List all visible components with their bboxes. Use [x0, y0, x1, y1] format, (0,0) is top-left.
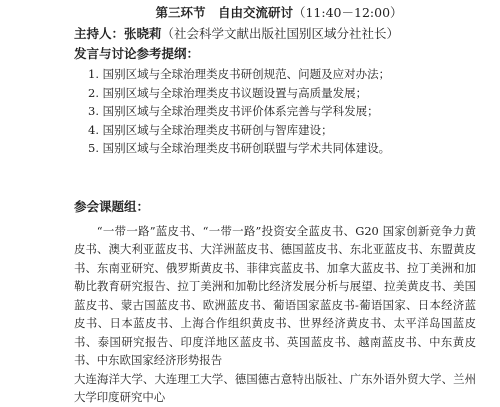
topic-item-2: 2. 国别区域与全球治理类皮书议题设置与高质量发展；	[88, 85, 368, 100]
topic-item-4: 4. 国别区域与全球治理类皮书研创与智库建设；	[88, 122, 333, 137]
section-spacer	[74, 158, 480, 198]
discussion-heading: 发言与讨论参考提纲：	[74, 46, 200, 61]
host-affiliation: （社会科学文献出版社国别区域分社社长）	[161, 26, 400, 41]
topic-item-3: 3. 国别区域与全球治理类皮书评价体系完善与学科发展；	[88, 104, 379, 118]
topic-item-1: 1. 国别区域与全球治理类皮书研创规范、问题及应对办法；	[88, 67, 391, 81]
discussion-topic-list	[74, 65, 480, 158]
host-label: 主持人：	[74, 26, 125, 41]
host-line	[74, 25, 480, 43]
participants-heading: 参会课题组：	[74, 198, 150, 214]
session-title	[74, 4, 480, 21]
participants-reports-paragraph: “一带一路”蓝皮书、“一带一路”投资安全蓝皮书、G20 国家创新竞争力黄皮书、澳大利亚蓝皮书、大洋洲蓝皮书、德国蓝皮书、东北亚蓝皮书、东盟黄皮书、东南亚研究、俄罗斯黄皮书、菲律宾蓝皮书、加拿大蓝皮书、拉丁美洲和加勒比教育研究报告、拉丁美洲和加勒比经济发展分析与展望、拉美黄皮书、美国蓝皮书、蒙古国蓝皮书、欧洲蓝皮书、葡语国家蓝皮书-葡语国家、日本经济蓝皮书、日本蓝皮书、上海合作组织黄皮书、世界经济黄皮书、太平洋岛国蓝皮书、泰国研究报告、印度洋地区蓝皮书、英国蓝皮书、越南蓝皮书、中东黄皮书、中东欧国家经济形势报告	[74, 223, 476, 367]
host-name: 张晓莉	[124, 26, 162, 41]
topic-item-5: 5. 国别区域与全球治理类皮书研创联盟与学术共同体建设。	[88, 141, 391, 155]
session-time: （11:40－12:00）	[292, 5, 403, 20]
participants-institutions-paragraph: 大连海洋大学、大连理工大学、德国德古意特出版社、广东外语外贸大学、兰州大学印度研究中心	[74, 371, 476, 404]
session-title-text: 第三环节 自由交流研讨	[155, 5, 293, 20]
